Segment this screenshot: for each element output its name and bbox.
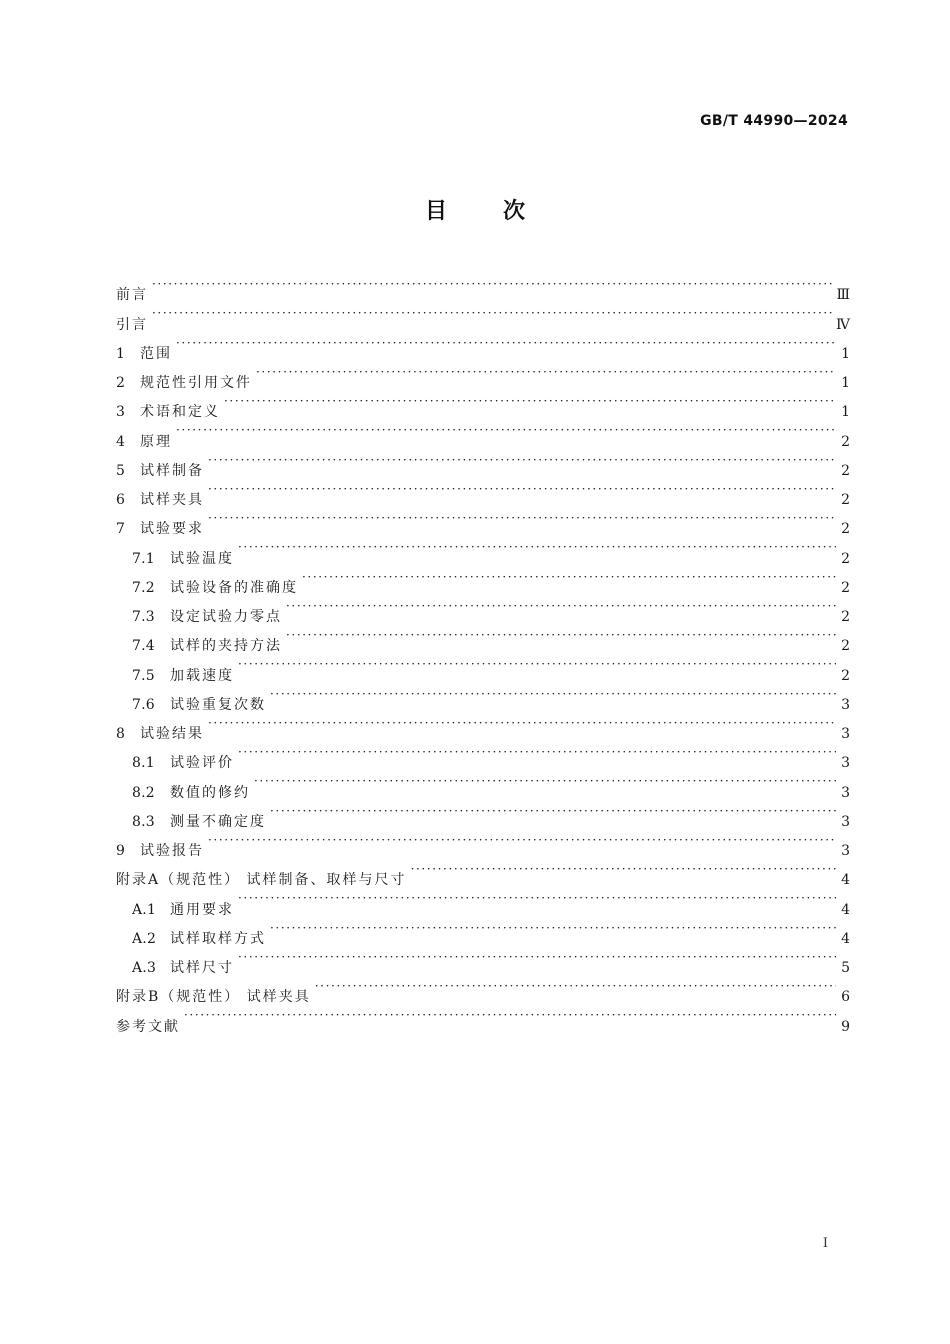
toc-entry-page: 3 — [841, 696, 850, 713]
toc-entry-title: 试验温度 — [170, 550, 234, 567]
toc-dot-leader — [315, 972, 836, 1001]
toc-dot-leader — [224, 387, 836, 416]
toc-entry-page: 2 — [841, 433, 850, 450]
toc-entry-number: 6 — [116, 492, 126, 508]
toc-entry-title: 附录B（规范性） 试样夹具 — [116, 989, 311, 1006]
toc-entry-title: 加载速度 — [170, 667, 234, 684]
toc-entry-page: 3 — [841, 726, 850, 742]
toc-entry-title: 数值的修约 — [170, 784, 250, 801]
toc-dot-leader — [238, 738, 836, 767]
toc-dot-leader — [270, 680, 836, 709]
toc-entry-number: 2 — [116, 375, 126, 391]
toc-dot-leader — [152, 299, 832, 328]
toc-entry-number: 4 — [116, 433, 126, 450]
toc-entry[interactable] — [116, 533, 850, 567]
toc-entry[interactable] — [116, 299, 850, 333]
toc-dot-leader — [208, 446, 836, 475]
toc-dot-leader — [286, 621, 836, 650]
toc-entry[interactable] — [116, 270, 850, 304]
toc-entry-title: 引言 — [116, 316, 148, 333]
toc-entry-title: 测量不确定度 — [170, 813, 266, 830]
toc-entry[interactable] — [116, 709, 850, 742]
toc-dot-leader — [270, 914, 836, 943]
toc-entry-number: 8.1 — [132, 755, 155, 772]
toc-dot-leader — [302, 563, 836, 592]
toc-entry-title: 试验报告 — [140, 843, 204, 859]
toc-entry[interactable] — [116, 855, 850, 889]
toc-entry-number: 7 — [116, 521, 126, 538]
toc-entry-number: 7.5 — [132, 667, 155, 684]
toc-entry-page: 9 — [841, 1018, 850, 1035]
toc-entry-page: Ⅳ — [836, 316, 850, 333]
toc-dot-leader — [238, 884, 836, 913]
toc-dot-leader — [184, 1001, 836, 1030]
toc-entry-title: 原理 — [140, 433, 172, 450]
toc-entry-number: 8 — [116, 726, 126, 742]
toc-entry-number: 8.2 — [132, 784, 155, 801]
toc-entry-number: A.1 — [132, 901, 157, 918]
toc-entry-page: 2 — [841, 521, 850, 538]
toc-dot-leader — [152, 270, 832, 299]
toc-entry-page: 2 — [841, 550, 850, 567]
toc-entry-title: 规范性引用文件 — [140, 375, 252, 391]
toc-entry-page: 2 — [841, 492, 850, 508]
toc-entry-page: Ⅲ — [836, 287, 850, 304]
toc-entry-title: 试验结果 — [140, 726, 204, 742]
toc-entry-number: 7.1 — [132, 550, 155, 567]
toc-entry-title: 通用要求 — [170, 901, 234, 918]
toc-dot-leader — [176, 329, 836, 358]
toc-dot-leader — [176, 416, 836, 445]
toc-entry-title: 附录A（规范性） 试样制备、取样与尺寸 — [116, 872, 407, 889]
toc-entry-title: 试样夹具 — [140, 492, 204, 508]
standard-number: GB/T 44990—2024 — [700, 113, 848, 129]
toc-entry-page: 3 — [841, 843, 850, 859]
toc-entry[interactable] — [116, 475, 850, 508]
toc-entry-title: 试样制备 — [140, 462, 204, 479]
toc-dot-leader — [270, 797, 836, 826]
toc-entry[interactable] — [116, 826, 850, 859]
toc-entry-title: 试验重复次数 — [170, 696, 266, 713]
toc-dot-leader — [208, 709, 836, 738]
toc-entry-title: 设定试验力零点 — [170, 609, 282, 625]
toc-dot-leader — [208, 826, 836, 855]
toc-entry-number: 5 — [116, 462, 126, 479]
toc-dot-leader — [254, 767, 836, 796]
toc-entry-page: 3 — [841, 813, 850, 830]
toc-entry-number: 3 — [116, 404, 126, 421]
toc-dot-leader — [286, 592, 836, 621]
page-title: 目次 — [424, 199, 581, 224]
toc-entry[interactable] — [116, 446, 850, 479]
toc-entry-page: 4 — [841, 901, 850, 918]
toc-entry-title: 试验评价 — [170, 755, 234, 772]
toc-dot-leader — [208, 504, 836, 533]
toc-entry-title: 参考文献 — [116, 1018, 180, 1035]
toc-entry-page: 2 — [841, 609, 850, 625]
toc-entry-page: 2 — [841, 638, 850, 655]
toc-entry-page: 2 — [841, 579, 850, 596]
toc-dot-leader — [208, 475, 836, 504]
toc-entry-title: 范围 — [140, 345, 172, 362]
toc-dot-leader — [238, 943, 836, 972]
toc-entry[interactable] — [116, 358, 850, 391]
toc-entry-title: 试样取样方式 — [170, 930, 266, 947]
toc-entry-number: A.2 — [132, 930, 157, 947]
toc-entry-page: 3 — [841, 755, 850, 772]
toc-entry-page: 2 — [841, 462, 850, 479]
toc-entry-number: A.3 — [132, 960, 157, 976]
toc-entry-number: 8.3 — [132, 813, 155, 830]
toc-entry-title: 试样尺寸 — [170, 960, 234, 976]
toc-entry-title: 试样的夹持方法 — [170, 638, 282, 655]
toc-entry[interactable] — [116, 738, 850, 772]
toc-entry-number: 7.6 — [132, 696, 155, 713]
toc-entry-page: 3 — [841, 784, 850, 801]
toc-entry-page: 2 — [841, 667, 850, 684]
page-number: I — [822, 1236, 828, 1251]
toc-dot-leader — [411, 855, 836, 884]
toc-entry-page: 1 — [841, 345, 850, 362]
toc-entry-number: 7.3 — [132, 609, 155, 625]
toc-entry-page: 4 — [841, 930, 850, 947]
toc-entry-title: 试验要求 — [140, 521, 204, 538]
toc-entry-page: 5 — [841, 960, 850, 976]
toc-entry[interactable] — [116, 1001, 850, 1035]
toc-entry-page: 1 — [841, 375, 850, 391]
toc-entry-number: 7.4 — [132, 638, 155, 655]
toc-entry-title: 术语和定义 — [140, 404, 220, 421]
toc-entry[interactable] — [116, 504, 850, 538]
toc-entry-number: 1 — [116, 345, 126, 362]
toc-entry-number: 9 — [116, 843, 126, 859]
toc-entry-page: 6 — [841, 989, 850, 1006]
toc-dot-leader — [238, 533, 836, 562]
toc-entry-title: 试验设备的准确度 — [170, 579, 298, 596]
toc-dot-leader — [238, 650, 836, 679]
table-of-contents — [116, 270, 850, 1035]
toc-entry-page: 4 — [841, 872, 850, 889]
toc-dot-leader — [256, 358, 836, 387]
toc-entry[interactable] — [116, 329, 850, 362]
toc-entry[interactable] — [116, 387, 850, 421]
toc-entry-page: 1 — [841, 404, 850, 421]
toc-entry-title: 前言 — [116, 287, 148, 304]
toc-entry[interactable] — [116, 416, 850, 450]
toc-entry-number: 7.2 — [132, 579, 155, 596]
